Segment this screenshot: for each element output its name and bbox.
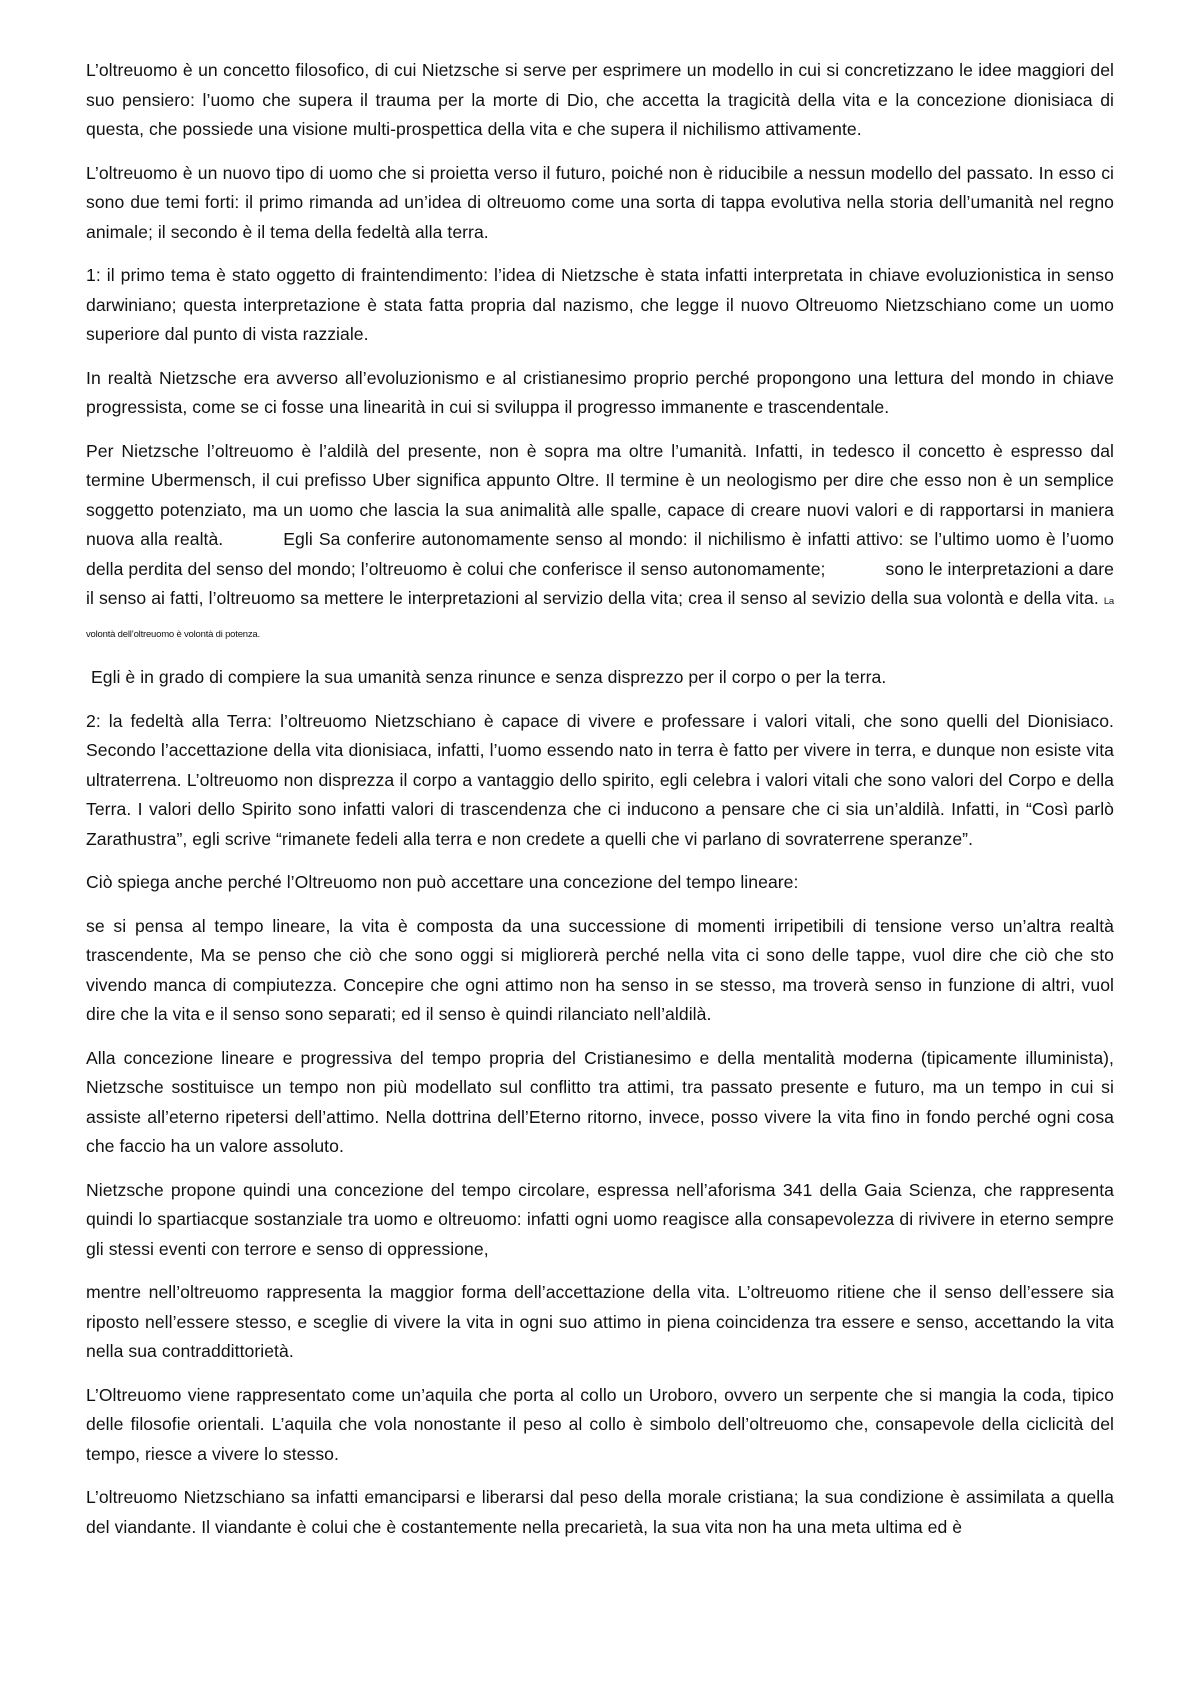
paragraph-acceptance-of-life: mentre nell’oltreuomo rappresenta la maggior forma dell’accettazione della vita. L’oltreuomo ritiene che il senso dell’essere sia riposto nell’essere stesso, e sceglie di vivere la vita in ogni suo attimo in piena coincidenza tra essere e senso, accettando la vita nella sua contraddittorietà. xyxy=(86,1282,1114,1361)
paragraph-humanity: Egli è in grado di compiere la sua umanità senza rinunce e senza disprezzo per il corpo o per la terra. xyxy=(90,667,887,687)
paragraph-oltreuomo-definition: L’oltreuomo è un concetto filosofico, di cui Nietzsche si serve per esprimere un modello in cui si concretizzano le idee maggiori del suo pensiero: l’uomo che supera il trauma per la morte di Dio, che accetta la tragicità della vita e la concezione dionisiaca di questa, che possiede una visione multi-prospettica della vita e che supera il nichilismo attivamente. xyxy=(86,60,1114,139)
paragraph-eagle-uroboros: L’Oltreuomo viene rappresentato come un’aquila che porta al collo un Uroboro, ovvero un serpente che si mangia la coda, tipico delle filosofie orientali. L’aquila che vola nonostante il peso al collo è simbolo dell’oltreuomo che, consapevole della ciclicità del tempo, riesce a vivere lo stesso. xyxy=(86,1384,1114,1464)
paragraph-first-theme: 1: il primo tema è stato oggetto di fraintendimento: l’idea di Nietzsche è stata infatti interpretata in chiave evoluzionistica in senso darwiniano; questa interpretazione è stata fatta propria dal nazismo, che legge il nuovo Oltreuomo Nietzschiano come un uomo superiore dal punto di vista razziale. xyxy=(86,265,1114,344)
paragraph-wanderer: L’oltreuomo Nietzschiano sa infatti emanciparsi e liberarsi dal peso della morale cristiana; la sua condizione è assimilata a quella del viandante. Il viandante è colui che è costantemente nella precarietà, la sua vita non ha una meta ultima ed è xyxy=(86,1487,1114,1537)
ubermensch-text-part-3: sono le interpretazioni a dare il senso ai fatti, l’oltreuomo sa mettere le interpretazioni al servizio della vita; crea il senso al sevizio della sua volontà e della vita. xyxy=(86,558,1114,608)
paragraph-evolutionism: In realtà Nietzsche era avverso all’evoluzionismo e al cristianesimo proprio perché propongono una lettura del mondo in chiave progressista, come se ci fosse una linearità in cui si sviluppa il progresso immanente e trascendentale. xyxy=(86,367,1114,417)
ubermensch-text-part-1: Per Nietzsche l’oltreuomo è l’aldilà del presente, non è sopra ma oltre l’umanità. Infatti, in tedesco il concetto è espresso dal termine Ubermensch, il cui prefisso Uber significa appunto Oltre. Il termine è un neologismo per dire che esso non è un semplice soggetto potenziato, ma un uomo che lascia la sua animalità alle spalle, capace di creare nuovi valori e di rapportarsi in maniera nuova alla realtà. xyxy=(86,440,1114,549)
paragraph-new-type-of-man: L’oltreuomo è un nuovo tipo di uomo che si proietta verso il futuro, poiché non è riducibile a nessun modello del passato. In esso ci sono due temi forti: il primo rimanda ad un’idea di oltreuomo come una sorta di tappa evolutiva nella storia dell’umanità nel regno animale; il secondo è il tema della fedeltà alla terra. xyxy=(86,162,1114,242)
paragraph-linear-time-intro: Ciò spiega anche perché l’Oltreuomo non può accettare una concezione del tempo lineare: xyxy=(86,872,799,892)
paragraph-circular-time: Nietzsche propone quindi una concezione del tempo circolare, espressa nell’aforisma 341 della Gaia Scienza, che rappresenta quindi lo spartiacque sostanziale tra uomo e oltreuomo: infatti ogni uomo reagisce alla consapevolezza di rivivere in eterno sempre gli stessi eventi con terrore e senso di oppressione, xyxy=(86,1179,1114,1259)
paragraph-linear-time: se si pensa al tempo lineare, la vita è composta da una successione di momenti irripetibili di tensione verso un’altra realtà trascendente, Ma se penso che ciò che sono oggi si migliorerà perché nella vita ci sono delle tappe, vuol dire che ciò che sto vivendo manca di compiutezza. Concepire che ogni attimo non ha senso in se stesso, ma troverà senso in funzione di altri, vuol dire che la vita e il senso sono separati; ed il senso è quindi rilanciato nell’aldilà. xyxy=(86,915,1114,1024)
paragraph-ubermensch xyxy=(86,437,1114,650)
small-note-will-to-power: La volontà dell’oltreuomo è volontà di potenza. xyxy=(86,596,1114,640)
paragraph-fidelity-to-earth: 2: la fedeltà alla Terra: l’oltreuomo Nietzschiano è capace di vivere e professare i valori vitali, che sono quelli del Dionisiaco. Secondo l’accettazione della vita dionisiaca, infatti, l’uomo essendo nato in terra è fatto per vivere in terra, e dunque non esiste vita ultraterrena. L’oltreuomo non disprezza il corpo a vantaggio dello spirito, egli celebra i valori vitali che sono valori del Corpo e della Terra. I valori dello Spirito sono infatti valori di trascendenza che ci inducono a pensare che ci sia un’aldilà. Infatti, in “Così parlò Zarathustra”, egli scrive “rimanete fedeli alla terra e non credete a quelli che vi parlano di sovraterrene speranze”. xyxy=(86,710,1114,849)
ubermensch-text-part-2: Egli Sa conferire autonomamente senso al mondo: il nichilismo è infatti attivo: se l’ultimo uomo è l’uomo della perdita del senso del mondo; l’oltreuomo è colui che conferisce il senso autonomamente; xyxy=(86,529,1114,579)
paragraph-eternal-return: Alla concezione lineare e progressiva del tempo propria del Cristianesimo e della mentalità moderna (tipicamente illuminista), Nietzsche sostituisce un tempo non più modellato sul conflitto tra attimi, tra passato presente e futuro, ma un tempo in cui si assiste all’eterno ripetersi dell’attimo. Nella dottrina dell’Eterno ritorno, invece, posso vivere la vita fino in fondo perché ogni cosa che faccio ha un valore assoluto. xyxy=(86,1047,1114,1156)
